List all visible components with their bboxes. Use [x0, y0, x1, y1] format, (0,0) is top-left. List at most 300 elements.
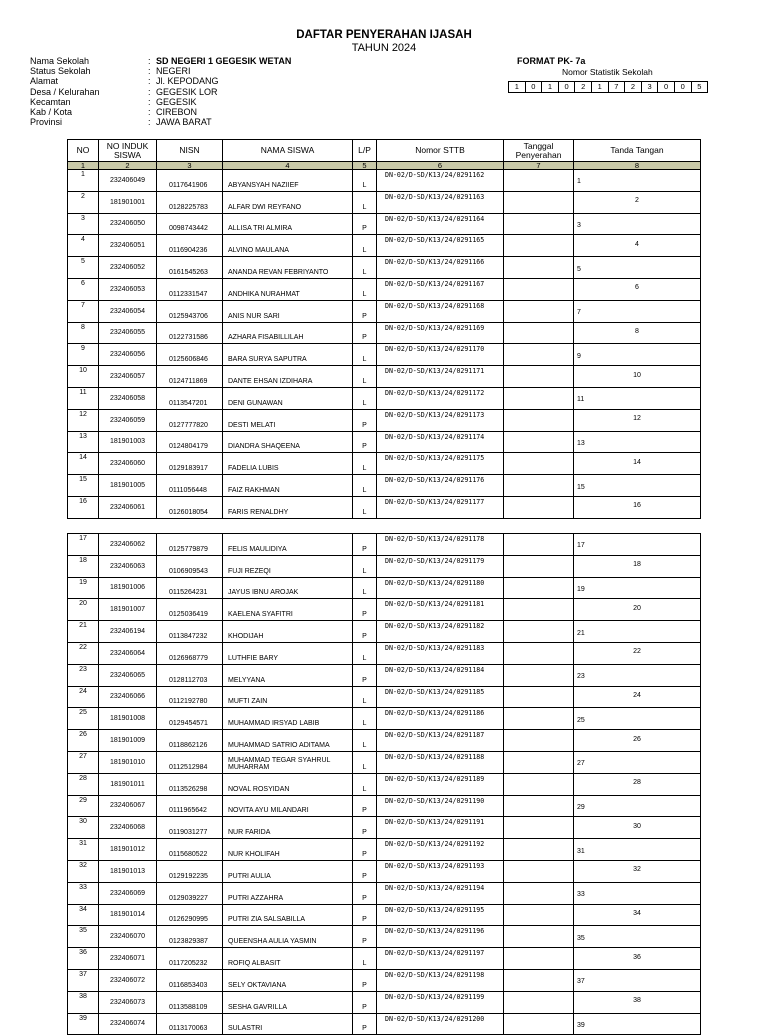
gender-cell: L: [353, 235, 377, 257]
handover-date-cell: [504, 409, 574, 431]
handover-date-cell: [504, 860, 574, 882]
student-name-cell: LUTHFIE BARY: [223, 642, 353, 664]
sttb-number-cell: DN-02/D-SD/K13/24/0291185: [377, 686, 504, 708]
student-name-cell: NUR FARIDA: [223, 817, 353, 839]
signature-cell: 24: [574, 686, 701, 708]
info-label: Kecamtan: [30, 96, 71, 107]
nss-digit: 0: [525, 81, 543, 93]
signature-cell: 30: [574, 817, 701, 839]
table-row: [68, 322, 701, 344]
sttb-number-cell: DN-02/D-SD/K13/24/0291171: [377, 366, 504, 388]
sttb-number-cell: DN-02/D-SD/K13/24/0291193: [377, 860, 504, 882]
nss-digit: 3: [641, 81, 659, 93]
student-name-cell: ANANDA REVAN FEBRIYANTO: [223, 257, 353, 279]
row-number: 4: [68, 235, 99, 257]
sttb-number-cell: DN-02/D-SD/K13/24/0291182: [377, 621, 504, 643]
nis-cell: 181901010: [99, 751, 157, 773]
signature-cell: 34: [574, 904, 701, 926]
table-row: [68, 213, 701, 235]
nisn-cell: 0113588109: [157, 991, 223, 1013]
row-number: 10: [68, 366, 99, 388]
student-name-cell: MUHAMMAD TEGAR SYAHRUL MUHARRAM: [223, 751, 353, 773]
nss-digit: 2: [624, 81, 642, 93]
gender-cell: P: [353, 860, 377, 882]
signature-cell: 28: [574, 773, 701, 795]
nis-cell: 232406056: [99, 344, 157, 366]
nisn-cell: 0116904236: [157, 235, 223, 257]
signature-cell: 26: [574, 730, 701, 752]
gender-cell: P: [353, 904, 377, 926]
nis-cell: 232406065: [99, 664, 157, 686]
handover-date-cell: [504, 926, 574, 948]
student-name-cell: ANIS NUR SARI: [223, 300, 353, 322]
nss-digit: 1: [541, 81, 559, 93]
sttb-number-cell: DN-02/D-SD/K13/24/0291172: [377, 387, 504, 409]
column-number: 1: [68, 162, 99, 170]
table-row: [68, 751, 701, 773]
gender-cell: L: [353, 475, 377, 497]
signature-cell: 6: [574, 278, 701, 300]
nss-digit-boxes: [509, 81, 708, 93]
gender-cell: L: [353, 708, 377, 730]
nisn-cell: 0123829387: [157, 926, 223, 948]
gender-cell: L: [353, 730, 377, 752]
gender-cell: P: [353, 664, 377, 686]
student-name-cell: DESTI MELATI: [223, 409, 353, 431]
table-row: [68, 773, 701, 795]
info-value: Jl. KEPODANG: [156, 76, 219, 87]
student-name-cell: NOVITA AYU MILANDARI: [223, 795, 353, 817]
gender-cell: P: [353, 599, 377, 621]
table-row: [68, 991, 701, 1013]
column-number: 7: [504, 162, 574, 170]
student-name-cell: KAELENA SYAFITRI: [223, 599, 353, 621]
nisn-cell: 0125606846: [157, 344, 223, 366]
signature-cell: 18: [574, 555, 701, 577]
nss-digit: 0: [674, 81, 692, 93]
sttb-number-cell: DN-02/D-SD/K13/24/0291195: [377, 904, 504, 926]
signature-cell: 36: [574, 948, 701, 970]
table-row: [68, 278, 701, 300]
signature-cell: 8: [574, 322, 701, 344]
nis-cell: 232406064: [99, 642, 157, 664]
table-row: [68, 170, 701, 192]
nisn-cell: 0122731586: [157, 322, 223, 344]
sttb-number-cell: DN-02/D-SD/K13/24/0291179: [377, 555, 504, 577]
student-name-cell: DIANDRA SHAQEENA: [223, 431, 353, 453]
nisn-cell: 0125943706: [157, 300, 223, 322]
sttb-number-cell: DN-02/D-SD/K13/24/0291187: [377, 730, 504, 752]
info-label: Alamat: [30, 76, 59, 87]
nis-cell: 232406069: [99, 882, 157, 904]
row-number: 16: [68, 496, 99, 518]
row-number: 23: [68, 664, 99, 686]
signature-cell: 16: [574, 496, 701, 518]
signature-cell: 9: [574, 344, 701, 366]
info-colon: :: [148, 86, 151, 97]
handover-date-cell: [504, 839, 574, 861]
student-name-cell: SESHA GAVRILLA: [223, 991, 353, 1013]
handover-date-cell: [504, 904, 574, 926]
sttb-number-cell: DN-02/D-SD/K13/24/0291167: [377, 278, 504, 300]
nisn-cell: 0112192780: [157, 686, 223, 708]
gender-cell: P: [353, 534, 377, 556]
handover-date-cell: [504, 642, 574, 664]
gender-cell: L: [353, 257, 377, 279]
nisn-cell: 0125036419: [157, 599, 223, 621]
row-number: 5: [68, 257, 99, 279]
info-value: GEGESIK: [156, 96, 197, 107]
info-value: JAWA BARAT: [156, 117, 212, 128]
nis-cell: 181901003: [99, 431, 157, 453]
student-name-cell: SULASTRI: [223, 1013, 353, 1035]
header-nama: NAMA SISWA: [223, 140, 353, 162]
student-name-cell: ALLISA TRI ALMIRA: [223, 213, 353, 235]
row-number: 35: [68, 926, 99, 948]
signature-cell: 22: [574, 642, 701, 664]
gender-cell: P: [353, 839, 377, 861]
signature-cell: 23: [574, 664, 701, 686]
handover-date-cell: [504, 191, 574, 213]
row-number: 27: [68, 751, 99, 773]
row-number: 2: [68, 191, 99, 213]
nisn-cell: 0098743442: [157, 213, 223, 235]
row-number: 25: [68, 708, 99, 730]
signature-cell: 38: [574, 991, 701, 1013]
nss-digit: 0: [657, 81, 675, 93]
signature-cell: 12: [574, 409, 701, 431]
nis-cell: 232406053: [99, 278, 157, 300]
handover-date-cell: [504, 599, 574, 621]
gender-cell: L: [353, 278, 377, 300]
sttb-number-cell: DN-02/D-SD/K13/24/0291189: [377, 773, 504, 795]
handover-date-cell: [504, 708, 574, 730]
nis-cell: 181901012: [99, 839, 157, 861]
column-number: 5: [353, 162, 377, 170]
nis-cell: 232406074: [99, 1013, 157, 1035]
nis-cell: 232406055: [99, 322, 157, 344]
info-colon: :: [148, 107, 151, 118]
signature-cell: 1: [574, 170, 701, 192]
signature-cell: 35: [574, 926, 701, 948]
gender-cell: L: [353, 191, 377, 213]
table-row: [68, 730, 701, 752]
nisn-cell: 0118862126: [157, 730, 223, 752]
student-name-cell: NUR KHOLIFAH: [223, 839, 353, 861]
gender-cell: L: [353, 577, 377, 599]
student-name-cell: MUHAMMAD IRSYAD LABIB: [223, 708, 353, 730]
gender-cell: L: [353, 387, 377, 409]
table-row: [68, 686, 701, 708]
row-number: 20: [68, 599, 99, 621]
nisn-cell: 0111056448: [157, 475, 223, 497]
row-number: 19: [68, 577, 99, 599]
row-number: 26: [68, 730, 99, 752]
signature-cell: 37: [574, 969, 701, 991]
nis-cell: 181901007: [99, 599, 157, 621]
handover-date-cell: [504, 773, 574, 795]
row-number: 9: [68, 344, 99, 366]
nis-cell: 232406059: [99, 409, 157, 431]
student-name-cell: ALFAR DWI REYFANO: [223, 191, 353, 213]
signature-cell: 13: [574, 431, 701, 453]
nis-cell: 232406066: [99, 686, 157, 708]
handover-date-cell: [504, 969, 574, 991]
header-tanggal: Tanggal Penyerahan: [504, 140, 574, 162]
handover-date-cell: [504, 948, 574, 970]
gender-cell: L: [353, 170, 377, 192]
sttb-number-cell: DN-02/D-SD/K13/24/0291181: [377, 599, 504, 621]
nis-cell: 232406070: [99, 926, 157, 948]
info-value: SD NEGERI 1 GEGESIK WETAN: [156, 56, 292, 66]
row-number: 28: [68, 773, 99, 795]
row-number: 17: [68, 534, 99, 556]
info-colon: :: [148, 66, 151, 77]
row-number: 13: [68, 431, 99, 453]
nis-cell: 232406062: [99, 534, 157, 556]
gender-cell: L: [353, 555, 377, 577]
sttb-number-cell: DN-02/D-SD/K13/24/0291200: [377, 1013, 504, 1035]
nss-digit: 1: [591, 81, 609, 93]
handover-date-cell: [504, 555, 574, 577]
signature-cell: 2: [574, 191, 701, 213]
gender-cell: P: [353, 817, 377, 839]
table-row: [68, 969, 701, 991]
table-row: [68, 948, 701, 970]
info-label: Provinsi: [30, 117, 63, 128]
signature-cell: 27: [574, 751, 701, 773]
row-number: 15: [68, 475, 99, 497]
gender-cell: P: [353, 926, 377, 948]
sttb-number-cell: DN-02/D-SD/K13/24/0291175: [377, 453, 504, 475]
sttb-number-cell: DN-02/D-SD/K13/24/0291188: [377, 751, 504, 773]
sttb-number-cell: DN-02/D-SD/K13/24/0291166: [377, 257, 504, 279]
signature-cell: 3: [574, 213, 701, 235]
info-colon: :: [148, 96, 151, 107]
gender-cell: P: [353, 322, 377, 344]
gender-cell: P: [353, 1013, 377, 1035]
gender-cell: P: [353, 213, 377, 235]
handover-date-cell: [504, 730, 574, 752]
handover-date-cell: [504, 817, 574, 839]
nisn-cell: 0129192235: [157, 860, 223, 882]
row-number: 39: [68, 1013, 99, 1035]
info-label: Desa / Kelurahan: [30, 86, 100, 97]
nisn-cell: 0119031277: [157, 817, 223, 839]
student-name-cell: AZHARA FISABILLILAH: [223, 322, 353, 344]
nis-cell: 232406050: [99, 213, 157, 235]
gender-cell: P: [353, 300, 377, 322]
table-row: [68, 839, 701, 861]
info-colon: :: [148, 117, 151, 128]
sttb-number-cell: DN-02/D-SD/K13/24/0291183: [377, 642, 504, 664]
student-name-cell: ANDHIKA NURAHMAT: [223, 278, 353, 300]
gender-cell: P: [353, 409, 377, 431]
student-name-cell: ALVINO MAULANA: [223, 235, 353, 257]
header-nis: NO INDUK SISWA: [99, 140, 157, 162]
signature-cell: 25: [574, 708, 701, 730]
signature-cell: 4: [574, 235, 701, 257]
table-row: [68, 708, 701, 730]
student-name-cell: FARIS RENALDHY: [223, 496, 353, 518]
nisn-cell: 0128225783: [157, 191, 223, 213]
row-number: 8: [68, 322, 99, 344]
nis-cell: 232406051: [99, 235, 157, 257]
nss-digit: 2: [574, 81, 592, 93]
nisn-cell: 0125779879: [157, 534, 223, 556]
sttb-number-cell: DN-02/D-SD/K13/24/0291192: [377, 839, 504, 861]
nisn-cell: 0129454571: [157, 708, 223, 730]
row-number: 24: [68, 686, 99, 708]
nisn-cell: 0124711869: [157, 366, 223, 388]
nisn-cell: 0126968779: [157, 642, 223, 664]
nis-cell: 181901006: [99, 577, 157, 599]
table-row: [68, 475, 701, 497]
signature-cell: 5: [574, 257, 701, 279]
sttb-number-cell: DN-02/D-SD/K13/24/0291163: [377, 191, 504, 213]
nis-cell: 232406067: [99, 795, 157, 817]
sttb-number-cell: DN-02/D-SD/K13/24/0291178: [377, 534, 504, 556]
sttb-number-cell: DN-02/D-SD/K13/24/0291198: [377, 969, 504, 991]
nis-cell: 181901005: [99, 475, 157, 497]
table-row: [68, 300, 701, 322]
nss-digit: 5: [691, 81, 709, 93]
student-name-cell: ROFIQ ALBASIT: [223, 948, 353, 970]
row-number: 33: [68, 882, 99, 904]
gender-cell: P: [353, 882, 377, 904]
row-number: 21: [68, 621, 99, 643]
student-name-cell: MUHAMMAD SATRIO ADITAMA: [223, 730, 353, 752]
student-name-cell: FELIS MAULIDIYA: [223, 534, 353, 556]
gender-cell: L: [353, 453, 377, 475]
sttb-number-cell: DN-02/D-SD/K13/24/0291173: [377, 409, 504, 431]
nis-cell: 232406052: [99, 257, 157, 279]
signature-cell: 20: [574, 599, 701, 621]
school-info: [30, 56, 291, 127]
nis-cell: 232406049: [99, 170, 157, 192]
table-row: [68, 882, 701, 904]
gender-cell: P: [353, 795, 377, 817]
signature-cell: 39: [574, 1013, 701, 1035]
table-row: [68, 664, 701, 686]
signature-cell: 21: [574, 621, 701, 643]
signature-cell: 17: [574, 534, 701, 556]
row-number: 14: [68, 453, 99, 475]
sttb-number-cell: DN-02/D-SD/K13/24/0291168: [377, 300, 504, 322]
sttb-number-cell: DN-02/D-SD/K13/24/0291170: [377, 344, 504, 366]
student-name-cell: PUTRI AZZAHRA: [223, 882, 353, 904]
sttb-number-cell: DN-02/D-SD/K13/24/0291190: [377, 795, 504, 817]
handover-date-cell: [504, 496, 574, 518]
student-name-cell: PUTRI ZIA SALSABILLA: [223, 904, 353, 926]
row-number: 1: [68, 170, 99, 192]
row-number: 6: [68, 278, 99, 300]
handover-date-cell: [504, 991, 574, 1013]
nis-cell: 232406057: [99, 366, 157, 388]
signature-cell: 31: [574, 839, 701, 861]
handover-date-cell: [504, 882, 574, 904]
gender-cell: L: [353, 773, 377, 795]
nis-cell: 232406060: [99, 453, 157, 475]
sttb-number-cell: DN-02/D-SD/K13/24/0291164: [377, 213, 504, 235]
nis-cell: 232406073: [99, 991, 157, 1013]
gender-cell: L: [353, 642, 377, 664]
column-number: 6: [377, 162, 504, 170]
column-number: 2: [99, 162, 157, 170]
nis-cell: 232406071: [99, 948, 157, 970]
handover-date-cell: [504, 621, 574, 643]
info-value: GEGESIK LOR: [156, 86, 218, 97]
row-number: 29: [68, 795, 99, 817]
handover-date-cell: [504, 664, 574, 686]
info-row: [30, 97, 291, 107]
info-label: Kab / Kota: [30, 107, 73, 118]
gender-cell: L: [353, 686, 377, 708]
table-row: [68, 453, 701, 475]
nss-digit: 0: [558, 81, 576, 93]
row-number: 34: [68, 904, 99, 926]
nisn-cell: 0126018054: [157, 496, 223, 518]
info-row: [30, 76, 291, 86]
table-row: [68, 642, 701, 664]
handover-date-cell: [504, 300, 574, 322]
nis-cell: 232406054: [99, 300, 157, 322]
row-number: 7: [68, 300, 99, 322]
row-number: 18: [68, 555, 99, 577]
handover-date-cell: [504, 170, 574, 192]
sttb-number-cell: DN-02/D-SD/K13/24/0291184: [377, 664, 504, 686]
nss-digit: 7: [608, 81, 626, 93]
sttb-number-cell: DN-02/D-SD/K13/24/0291191: [377, 817, 504, 839]
signature-cell: 7: [574, 300, 701, 322]
student-name-cell: NOVAL ROSYIDAN: [223, 773, 353, 795]
table-row: [68, 387, 701, 409]
gender-cell: P: [353, 991, 377, 1013]
info-row: [30, 56, 291, 66]
student-name-cell: SELY OKTAVIANA: [223, 969, 353, 991]
column-number-row: [68, 162, 701, 170]
header-nisn: NISN: [157, 140, 223, 162]
nisn-cell: 0112512984: [157, 751, 223, 773]
student-name-cell: PUTRI AULIA: [223, 860, 353, 882]
nis-cell: 181901001: [99, 191, 157, 213]
sttb-number-cell: DN-02/D-SD/K13/24/0291199: [377, 991, 504, 1013]
signature-cell: 14: [574, 453, 701, 475]
nss-digit: 1: [508, 81, 526, 93]
student-name-cell: MELYYANA: [223, 664, 353, 686]
table-row: [68, 795, 701, 817]
table-row: [68, 257, 701, 279]
sttb-number-cell: DN-02/D-SD/K13/24/0291177: [377, 496, 504, 518]
info-value: CIREBON: [156, 107, 198, 118]
info-row: [30, 107, 291, 117]
nis-cell: 232406072: [99, 969, 157, 991]
gender-cell: P: [353, 431, 377, 453]
nisn-cell: 0113526298: [157, 773, 223, 795]
nis-cell: 232406068: [99, 817, 157, 839]
nisn-cell: 0129183917: [157, 453, 223, 475]
sttb-number-cell: DN-02/D-SD/K13/24/0291194: [377, 882, 504, 904]
sttb-number-cell: DN-02/D-SD/K13/24/0291169: [377, 322, 504, 344]
table-row: [68, 191, 701, 213]
table-row: [68, 599, 701, 621]
handover-date-cell: [504, 431, 574, 453]
info-colon: :: [148, 76, 151, 87]
row-number: 31: [68, 839, 99, 861]
student-name-cell: FADELIA LUBIS: [223, 453, 353, 475]
gender-cell: L: [353, 344, 377, 366]
table-row: [68, 366, 701, 388]
